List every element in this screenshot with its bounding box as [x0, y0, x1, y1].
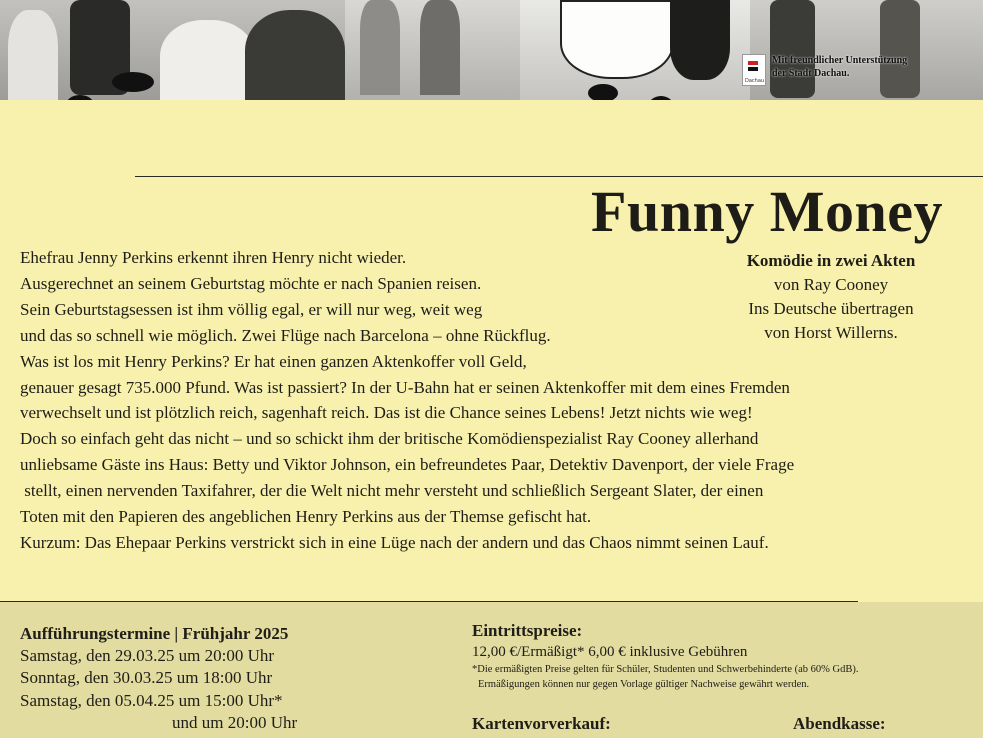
sponsor-line-2: der Stadt Dachau. [772, 68, 850, 79]
performance-dates [20, 623, 297, 735]
synopsis-line: Toten mit den Papieren des angeblichen Henry Perkins aus der Themse gefischt hat. [20, 507, 592, 527]
ticket-prices [472, 620, 952, 692]
performance-extra-time: und um 20:00 Uhr [172, 713, 298, 733]
header-photo-strip [0, 0, 983, 100]
prices-heading: Eintrittspreise: [472, 621, 583, 640]
synopsis-line: und das so schnell wie möglich. Zwei Flüge nach Barcelona – ohne Rückflug. [20, 325, 551, 345]
actor-figure [8, 10, 58, 100]
city-logo-icon [742, 54, 766, 86]
divider-top [135, 176, 983, 177]
logo-caption: Dachau [745, 78, 765, 84]
synopsis-line: verwechselt und ist plötzlich reich, sagenhaft reich. Das ist die Chance seines Lebens! Jetzt nichts wie weg! [20, 403, 753, 423]
performance-date: Sonntag, den 30.03.25 um 18:00 Uhr [20, 668, 273, 688]
sponsor-credit [742, 54, 962, 92]
sponsor-text [772, 54, 907, 80]
prices-amount: 12,00 €/Ermäßigt* 6,00 € inklusive Gebühren [472, 644, 748, 660]
divider-bottom [0, 601, 858, 602]
prices-note: Ermäßigungen können nur gegen Vorlage gültiger Nachweise gewährt werden. [478, 679, 810, 690]
play-translator: von Horst Willerns. [764, 323, 898, 342]
actor-figure [420, 0, 460, 95]
prices-note: *Die ermäßigten Preise gelten für Schüler, Studenten und Schwerbehinderte (ab 60% GdB). [472, 664, 859, 675]
synopsis-line: Doch so einfach geht das nicht – und so schickt ihm der britische Komödienspezialist Ray Cooney allerhand [20, 429, 759, 449]
shoe-shape [112, 72, 154, 92]
presale-heading: Kartenvorverkauf: [472, 714, 611, 733]
translation-line: Ins Deutsche übertragen [748, 299, 914, 318]
synopsis-line: Ehefrau Jenny Perkins erkennt ihren Henry nicht wieder. [20, 248, 407, 267]
play-subtitle: Komödie in zwei Akten [746, 251, 916, 270]
boxoffice-heading: Abendkasse: [793, 714, 886, 733]
shoe-shape [588, 84, 618, 100]
performance-date: Samstag, den 29.03.25 um 20:00 Uhr [20, 646, 275, 665]
actor-figure [245, 10, 345, 100]
synopsis-line: Sein Geburtstagsessen ist ihm völlig egal, er will nur weg, weit weg [20, 299, 483, 319]
performance-heading: Aufführungstermine | Frühjahr 2025 [20, 624, 289, 643]
actor-figure [560, 0, 674, 79]
synopsis-line: unliebsame Gäste ins Haus: Betty und Viktor Johnson, ein befreundetes Paar, Detektiv Davenport, der viele Frage [20, 455, 795, 475]
performance-date: Samstag, den 05.04.25 um 15:00 Uhr* [20, 690, 283, 710]
synopsis-line: stellt, einen nervenden Taxifahrer, der die Welt nicht mehr versteht und schließlich Sergeant Slater, der einen [20, 481, 764, 501]
play-title: Funny Money [591, 179, 943, 244]
actor-figure [160, 20, 255, 100]
play-author: von Ray Cooney [773, 275, 889, 294]
actor-figure [360, 0, 400, 95]
synopsis-line: genauer gesagt 735.000 Pfund. Was ist passiert? In der U-Bahn hat er seinen Aktenkoffer mit dem eines Fremden [20, 377, 790, 397]
synopsis-line: Kurzum: Das Ehepaar Perkins verstrickt sich in eine Lüge nach der andern und das Chaos nimmt seinen Lauf. [20, 532, 769, 552]
actor-figure [670, 0, 730, 80]
synopsis-line: Was ist los mit Henry Perkins? Er hat einen ganzen Aktenkoffer voll Geld, [20, 351, 527, 371]
sponsor-line-1: Mit freundlicher Unterstützung [772, 55, 908, 66]
synopsis-line: Ausgerechnet an seinem Geburtstag möchte er nach Spanien reisen. [20, 273, 482, 293]
synopsis [20, 245, 960, 556]
